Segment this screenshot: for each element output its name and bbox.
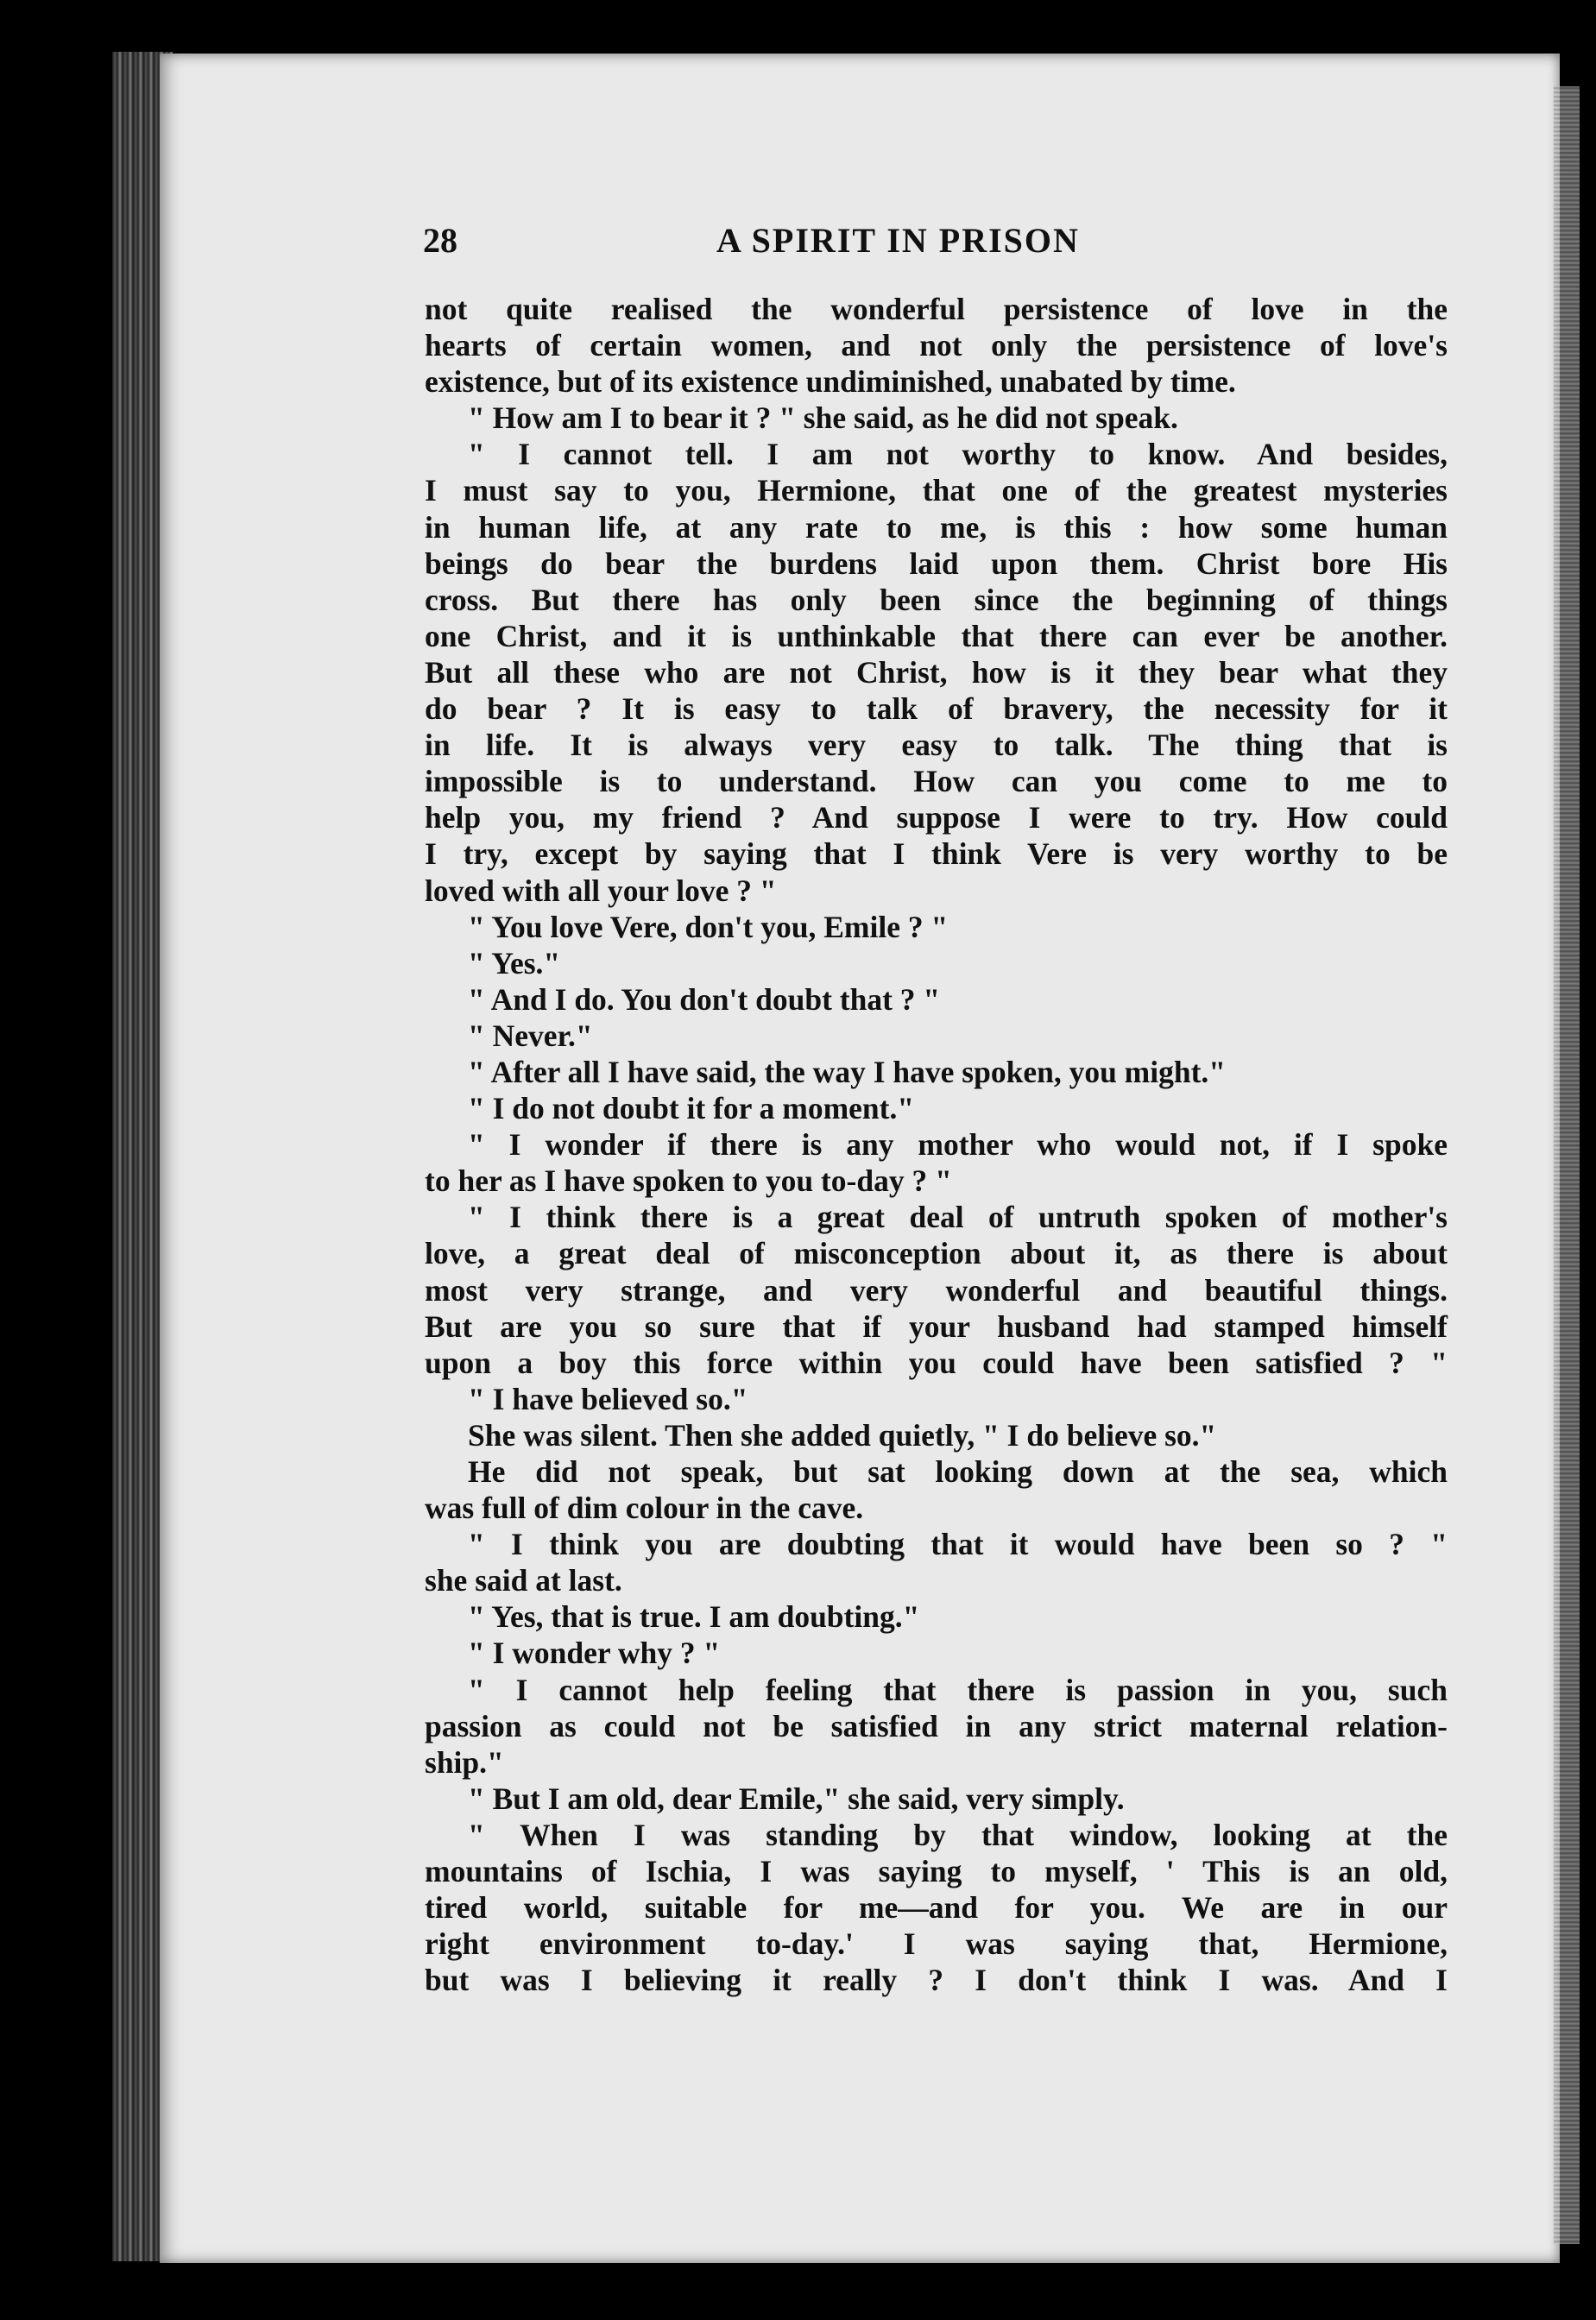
- text-line: " How am I to bear it ? " she said, as he did not speak.: [468, 400, 1178, 436]
- text-line: beings do bear the burdens laid upon them. Christ bore His: [425, 545, 1448, 581]
- text-line: but was I believing it really ? I don't think I was. And I: [425, 1963, 1448, 1998]
- text-line: She was silent. Then she added quietly, " I do believe so.": [468, 1417, 1217, 1453]
- text-line: " I think you are doubting that it would have been so ? ": [468, 1527, 1448, 1562]
- text-line: " I have believed so.": [468, 1381, 748, 1416]
- text-line: tired world, suitable for me—and for you. We are in our: [425, 1890, 1448, 1926]
- text-line: one Christ, and it is unthinkable that there can ever be another.: [425, 618, 1448, 653]
- page-edge-right: [1554, 86, 1580, 2244]
- text-line: " I wonder if there is any mother who would not, if I spoke: [468, 1127, 1448, 1163]
- text-line: in human life, at any rate to me, is this : how some human: [425, 509, 1448, 545]
- running-head: [423, 220, 1446, 272]
- text-line: " I cannot help feeling that there is passion in you, such: [468, 1672, 1448, 1707]
- text-line: most very strange, and very wonderful and beautiful things.: [425, 1272, 1448, 1308]
- text-line: " Never.": [468, 1018, 593, 1053]
- text-line: love, a great deal of misconception about it, as there is about: [425, 1236, 1448, 1271]
- text-line: right environment to-day.' I was saying that, Hermione,: [425, 1926, 1448, 1962]
- text-line: But all these who are not Christ, how is it they bear what they: [425, 654, 1448, 690]
- text-line: in life. It is always very easy to talk. The thing that is: [425, 728, 1448, 763]
- text-line: do bear ? It is easy to talk of bravery, the necessity for it: [425, 691, 1448, 727]
- text-line: " But I am old, dear Emile," she said, very simply.: [468, 1781, 1125, 1816]
- text-line: " And I do. You don't doubt that ? ": [468, 981, 941, 1017]
- text-line: impossible is to understand. How can you come to me to: [425, 764, 1448, 799]
- text-line: existence, but of its existence undiminished, unabated by time.: [425, 364, 1236, 400]
- text-line: was full of dim colour in the cave.: [425, 1491, 864, 1526]
- text-line: not quite realised the wonderful persistence of love in the: [425, 292, 1448, 326]
- text-line: But are you so sure that if your husband had stamped himself: [425, 1308, 1448, 1344]
- page-number: 28: [423, 221, 457, 260]
- text-line: to her as I have spoken to you to-day ? ": [425, 1163, 952, 1199]
- text-line: she said at last.: [425, 1563, 622, 1598]
- text-line: I try, except by saying that I think Vere is very worthy to be: [425, 836, 1448, 872]
- text-line: upon a boy this force within you could have been satisfied ? ": [425, 1345, 1448, 1380]
- text-line: hearts of certain women, and not only the persistence of love's: [425, 328, 1448, 363]
- text-line: ship.": [425, 1744, 504, 1780]
- text-line: " You love Vere, don't you, Emile ? ": [468, 909, 949, 944]
- text-line: mountains of Ischia, I was saying to myself, ' This is an old,: [425, 1854, 1448, 1889]
- text-line: " I cannot tell. I am not worthy to know. And besides,: [468, 437, 1448, 472]
- text-line: " Yes.": [468, 945, 561, 980]
- text-line: loved with all your love ? ": [425, 873, 777, 908]
- text-line: " After all I have said, the way I have spoken, you might.": [468, 1054, 1227, 1089]
- text-line: " When I was standing by that window, looking at the: [468, 1817, 1448, 1852]
- text-line: passion as could not be satisfied in any strict maternal relation-: [425, 1708, 1448, 1743]
- text-line: He did not speak, but sat looking down at the sea, which: [468, 1454, 1448, 1489]
- text-line: " I wonder why ? ": [468, 1636, 721, 1671]
- text-line: " Yes, that is true. I am doubting.": [468, 1599, 920, 1635]
- text-line: I must say to you, Hermione, that one of the greatest mysteries: [425, 473, 1448, 508]
- text-line: " I think there is a great deal of untruth spoken of mother's: [468, 1200, 1448, 1235]
- book-title: A SPIRIT IN PRISON: [716, 221, 1080, 260]
- text-line: help you, my friend ? And suppose I were to try. How could: [425, 800, 1448, 835]
- text-line: " I do not doubt it for a moment.": [468, 1091, 915, 1126]
- body-text: [425, 291, 1448, 1998]
- text-line: cross. But there has only been since the beginning of things: [425, 582, 1448, 617]
